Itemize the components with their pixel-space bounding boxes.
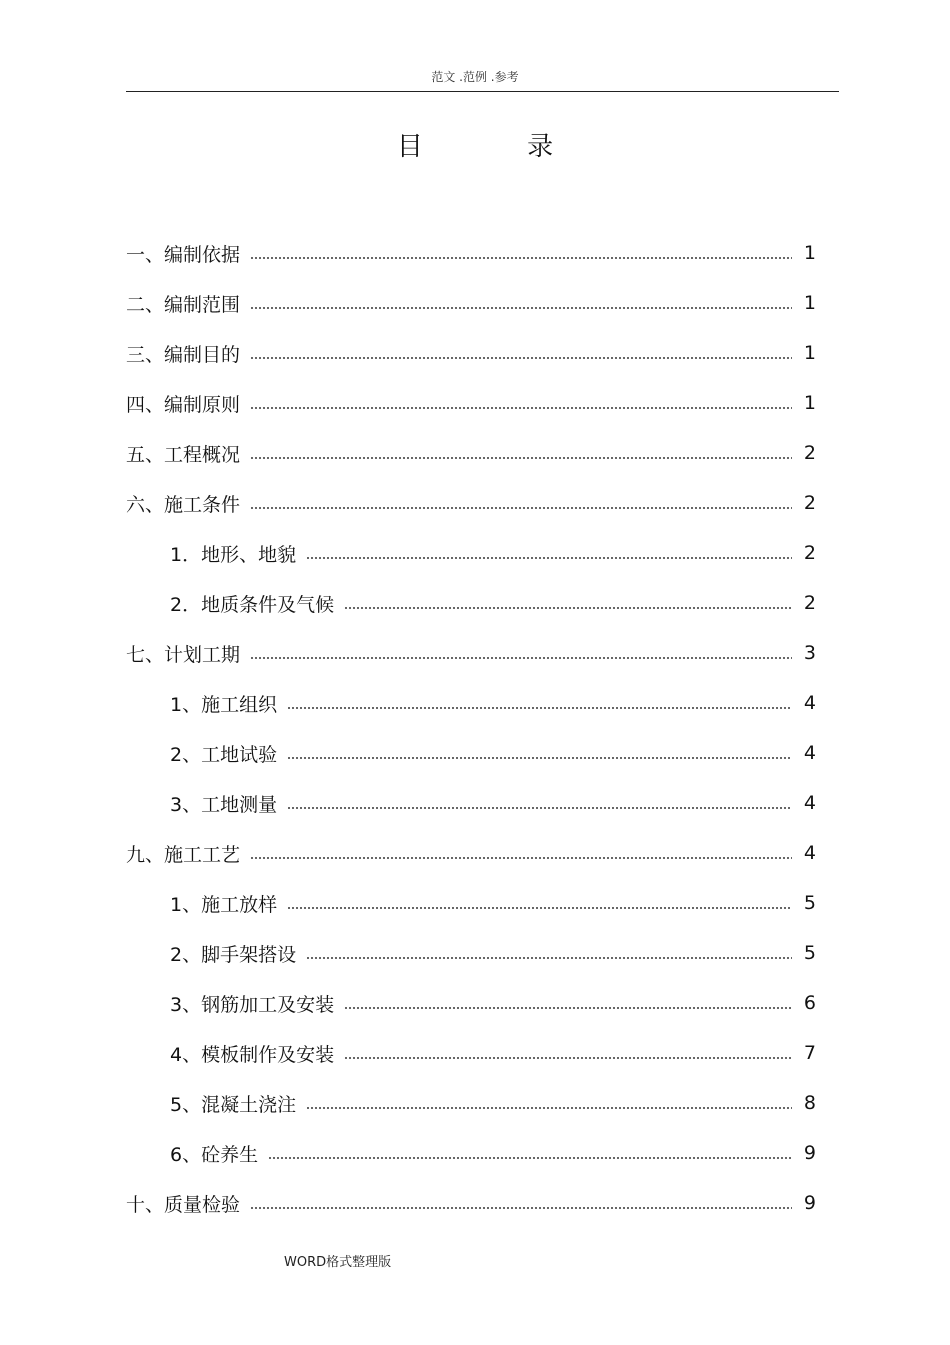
toc-entry-label: 一、编制依据 <box>126 243 241 266</box>
toc-entry[interactable] <box>126 678 816 728</box>
toc-entry-label: 2．地质条件及气候 <box>170 593 335 616</box>
toc-entry[interactable] <box>126 978 816 1028</box>
toc-entry[interactable] <box>126 928 816 978</box>
toc-entry-label: 二、编制范围 <box>126 293 241 316</box>
toc-entry-page-number: 4 <box>803 742 816 764</box>
toc-dot-leader <box>287 807 792 809</box>
toc-dot-leader <box>250 407 792 409</box>
toc-entry-label: 2、脚手架搭设 <box>170 943 297 966</box>
toc-entry[interactable] <box>126 328 816 378</box>
toc-entry-page-number: 1 <box>803 392 816 414</box>
toc-entry[interactable] <box>126 828 816 878</box>
toc-entry-label: 十、质量检验 <box>126 1193 241 1216</box>
toc-entry[interactable] <box>126 478 816 528</box>
toc-entry-label: 1、施工组织 <box>170 693 278 716</box>
toc-entry-label: 2、工地试验 <box>170 743 278 766</box>
table-of-contents <box>126 228 816 1228</box>
toc-entry-label: 5、混凝土浇注 <box>170 1093 297 1116</box>
toc-entry-label: 1．地形、地貌 <box>170 543 297 566</box>
toc-entry-label: 七、计划工期 <box>126 643 241 666</box>
toc-entry[interactable] <box>126 578 816 628</box>
toc-entry-page-number: 9 <box>803 1192 816 1214</box>
toc-entry-label: 3、钢筋加工及安装 <box>170 993 335 1016</box>
toc-entry[interactable] <box>126 878 816 928</box>
toc-dot-leader <box>306 957 792 959</box>
toc-entry-page-number: 4 <box>803 842 816 864</box>
toc-dot-leader <box>250 1207 792 1209</box>
toc-entry-page-number: 1 <box>803 292 816 314</box>
toc-entry-label: 四、编制原则 <box>126 393 241 416</box>
toc-entry-page-number: 6 <box>803 992 816 1014</box>
page-footer-text: WORD格式整理版 <box>284 1255 392 1270</box>
toc-entry-page-number: 3 <box>803 642 816 664</box>
toc-dot-leader <box>250 507 792 509</box>
toc-entry-page-number: 2 <box>803 592 816 614</box>
toc-entry-page-number: 5 <box>803 942 816 964</box>
toc-entry-page-number: 5 <box>803 892 816 914</box>
toc-entry-page-number: 1 <box>803 342 816 364</box>
toc-dot-leader <box>287 907 792 909</box>
toc-entry[interactable] <box>126 1028 816 1078</box>
toc-entry[interactable] <box>126 228 816 278</box>
toc-dot-leader <box>250 857 792 859</box>
toc-entry-page-number: 8 <box>803 1092 816 1114</box>
toc-entry[interactable] <box>126 628 816 678</box>
toc-entry[interactable] <box>126 278 816 328</box>
toc-entry-label: 九、施工工艺 <box>126 843 241 866</box>
toc-dot-leader <box>268 1157 792 1159</box>
toc-entry-label: 五、工程概况 <box>126 443 241 466</box>
toc-dot-leader <box>250 357 792 359</box>
toc-entry-page-number: 9 <box>803 1142 816 1164</box>
toc-dot-leader <box>250 457 792 459</box>
toc-dot-leader <box>250 657 792 659</box>
toc-entry[interactable] <box>126 728 816 778</box>
toc-entry-label: 六、施工条件 <box>126 493 241 516</box>
toc-entry-page-number: 2 <box>803 542 816 564</box>
toc-entry-label: 6、砼养生 <box>170 1143 259 1166</box>
page-header-text: 范文 .范例 .参考 <box>431 70 519 84</box>
toc-entry-label: 3、工地测量 <box>170 793 278 816</box>
toc-entry-page-number: 1 <box>803 242 816 264</box>
toc-entry-page-number: 2 <box>803 442 816 464</box>
toc-entry[interactable] <box>126 1178 816 1228</box>
toc-entry[interactable] <box>126 1078 816 1128</box>
toc-dot-leader <box>344 1057 792 1059</box>
toc-entry-label: 三、编制目的 <box>126 343 241 366</box>
toc-dot-leader <box>344 607 792 609</box>
toc-entry[interactable] <box>126 428 816 478</box>
toc-entry-page-number: 7 <box>803 1042 816 1064</box>
toc-entry[interactable] <box>126 528 816 578</box>
toc-dot-leader <box>344 1007 792 1009</box>
toc-entry-page-number: 4 <box>803 692 816 714</box>
toc-entry[interactable] <box>126 378 816 428</box>
toc-entry[interactable] <box>126 778 816 828</box>
toc-dot-leader <box>306 557 792 559</box>
toc-dot-leader <box>287 707 792 709</box>
header-divider <box>126 91 839 92</box>
toc-entry-label: 4、模板制作及安装 <box>170 1043 335 1066</box>
toc-dot-leader <box>306 1107 792 1109</box>
toc-entry[interactable] <box>126 1128 816 1178</box>
toc-dot-leader <box>250 307 792 309</box>
toc-entry-page-number: 4 <box>803 792 816 814</box>
toc-dot-leader <box>250 257 792 259</box>
toc-dot-leader <box>287 757 792 759</box>
toc-entry-label: 1、施工放样 <box>170 893 278 916</box>
toc-entry-page-number: 2 <box>803 492 816 514</box>
toc-title: 目 录 <box>396 132 602 162</box>
